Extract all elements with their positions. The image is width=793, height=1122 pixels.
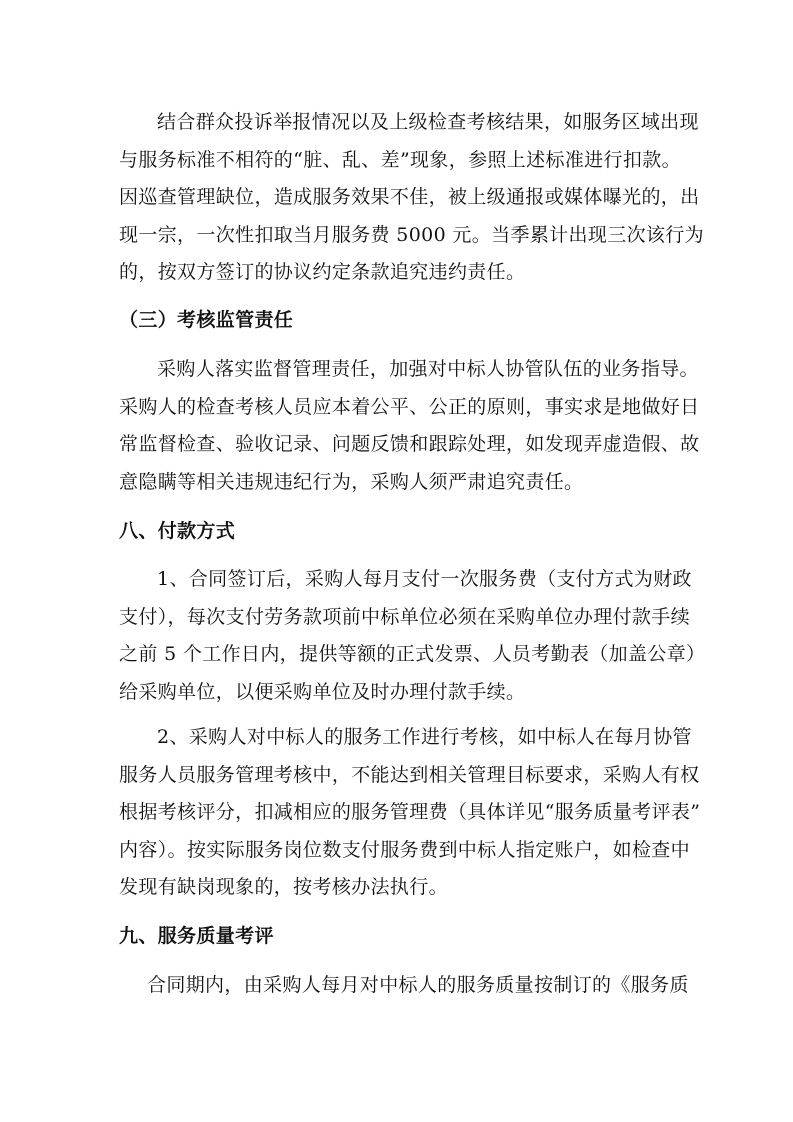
paragraph-line: 根据考核评分，扣减相应的服务管理费（具体详见“服务质量考评表”: [119, 801, 701, 823]
paragraph-line: 1、合同签订后，采购人每月支付一次服务费（支付方式为财政: [157, 568, 692, 590]
paragraph-line: 现一宗，一次性扣取当月服务费 5000 元。当季累计出现三次该行为: [119, 224, 704, 246]
paragraph-line: 2、采购人对中标人的服务工作进行考核，如中标人在每月协管: [157, 726, 692, 748]
paragraph-line: 意隐瞒等相关违规违纪行为，采购人须严肃追究责任。: [119, 471, 584, 493]
paragraph-line: 内容）。按实际服务岗位数支付服务费到中标人指定账户，如检查中: [119, 839, 691, 861]
section-heading-8: 八、付款方式: [119, 520, 236, 542]
section-heading-9: 九、服务质量考评: [119, 925, 274, 947]
paragraph-line: 与服务标准不相符的“脏、乱、差”现象，参照上述标准进行扣款。: [119, 149, 681, 171]
paragraph-line: 的，按双方签订的协议约定条款追究违约责任。: [119, 261, 526, 283]
paragraph-line: 结合群众投诉举报情况以及上级检查考核结果，如服务区域出现: [157, 111, 699, 133]
paragraph-line: 之前 5 个工作日内，提供等额的正式发票、人员考勤表（加盖公章）: [119, 643, 706, 665]
paragraph-line: 支付），每次支付劳务款项前中标单位必须在采购单位办理付款手续: [119, 606, 691, 628]
paragraph-line: 发现有缺岗现象的，按考核办法执行。: [119, 876, 448, 898]
paragraph-line: 常监督检查、验收记录、问题反馈和跟踪处理，如发现弄虚造假、故: [119, 433, 700, 455]
paragraph-line: 合同期内，由采购人每月对中标人的服务质量按制订的《服务质: [147, 974, 689, 996]
section-heading-3: （三）考核监管责任: [119, 309, 294, 331]
paragraph-line: 给采购单位，以便采购单位及时办理付款手续。: [119, 681, 526, 703]
paragraph-line: 采购人的检查考核人员应本着公平、公正的原则，事实求是地做好日: [119, 396, 700, 418]
paragraph-line: 采购人落实监督管理责任，加强对中标人协管队伍的业务指导。: [157, 358, 699, 380]
paragraph-line: 因巡查管理缺位，造成服务效果不佳，被上级通报或媒体曝光的，出: [119, 186, 700, 208]
paragraph-line: 服务人员服务管理考核中，不能达到相关管理目标要求，采购人有权: [119, 764, 700, 786]
